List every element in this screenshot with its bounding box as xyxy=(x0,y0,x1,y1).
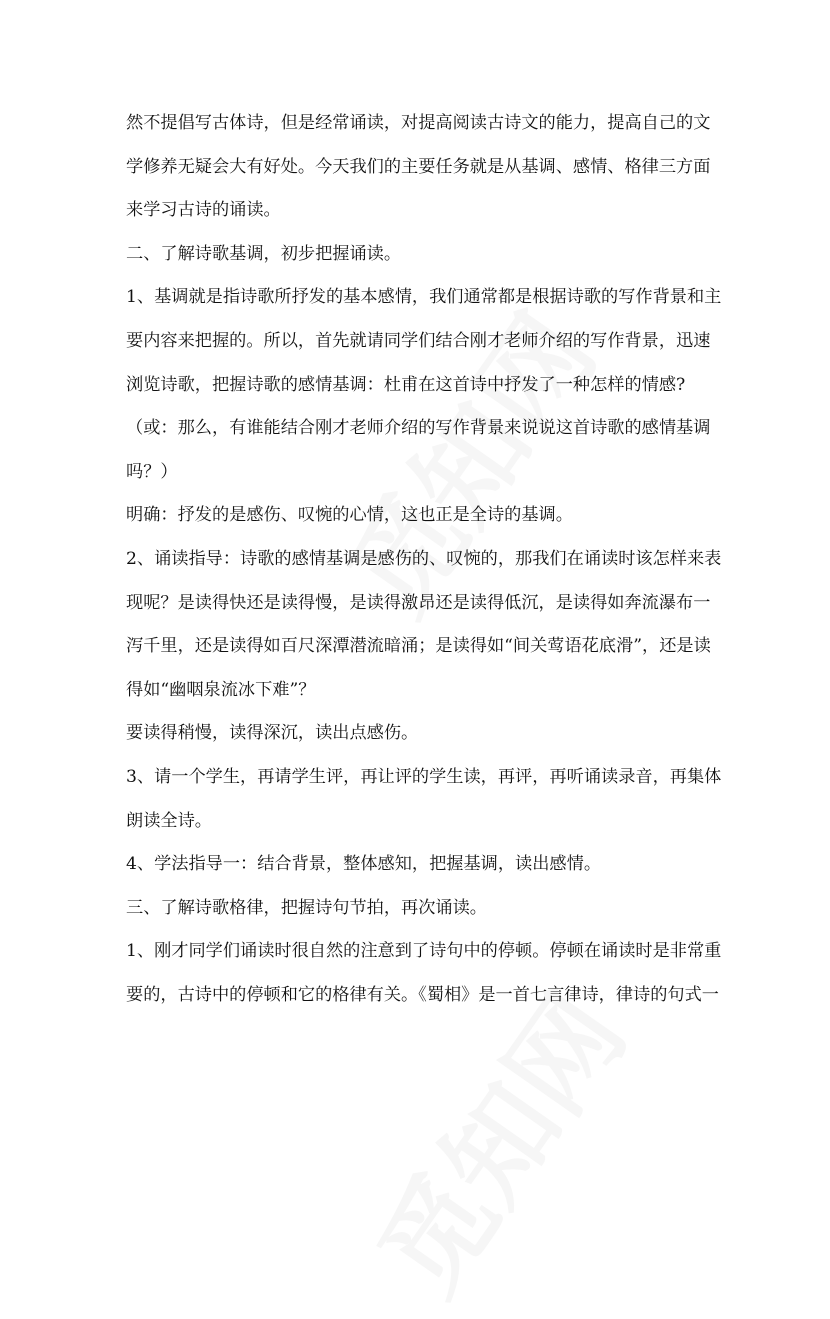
text-line: 学修养无疑会大有好处。今天我们的主要任务就是从基调、感情、格律三方面 xyxy=(126,156,711,177)
text-line: 4、学法指导一：结合背景，整体感知，把握基调，读出感情。 xyxy=(126,854,602,875)
text-line: 得如“幽咽泉流冰下难”？ xyxy=(126,679,316,700)
text-line: 1、刚才同学们诵读时很自然的注意到了诗句中的停顿。停顿在诵读时是非常重 xyxy=(126,941,722,962)
text-line: 三、了解诗歌格律，把握诗句节拍，再次诵读。 xyxy=(126,897,487,918)
text-line: 要读得稍慢，读得深沉，读出点感伤。 xyxy=(126,723,419,744)
document-body xyxy=(126,102,726,1017)
text-line: （或：那么，有谁能结合刚才老师介绍的写作背景来说说这首诗歌的感情基调 xyxy=(126,418,711,439)
text-line: 泻千里，还是读得如百尺深潭潜流暗涌；是读得如“间关莺语花底滑”，还是读 xyxy=(126,636,711,657)
text-line: 吗？） xyxy=(126,461,178,482)
text-line: 二、了解诗歌基调，初步把握诵读。 xyxy=(126,243,402,264)
text-line: 要的，古诗中的停顿和它的格律有关。《蜀相》是一首七言律诗，律诗的句式一 xyxy=(126,984,719,1005)
text-line: 3、请一个学生，再请学生评，再让评的学生读，再评，再听诵读录音，再集体 xyxy=(126,766,722,787)
text-line: 来学习古诗的诵读。 xyxy=(126,200,281,221)
text-line: 朗读全诗。 xyxy=(126,810,212,831)
text-line: 浏览诗歌，把握诗歌的感情基调：杜甫在这首诗中抒发了一种怎样的情感? xyxy=(126,374,686,395)
text-line: 然不提倡写古体诗，但是经常诵读，对提高阅读古诗文的能力，提高自己的文 xyxy=(126,113,711,133)
text-line: 现呢？是读得快还是读得慢，是读得激昂还是读得低沉，是读得如奔流瀑布一 xyxy=(126,592,711,613)
text-line: 明确：抒发的是感伤、叹惋的心情，这也正是全诗的基调。 xyxy=(126,505,573,526)
text-line: 2、诵读指导：诗歌的感情基调是感伤的、叹惋的，那我们在诵读时该怎样来表 xyxy=(126,548,722,569)
text-line: 1、基调就是指诗歌所抒发的基本感情，我们通常都是根据诗歌的写作背景和主 xyxy=(126,287,722,308)
text-line: 要内容来把握的。所以，首先就请同学们结合刚才老师介绍的写作背景，迅速 xyxy=(126,330,711,351)
